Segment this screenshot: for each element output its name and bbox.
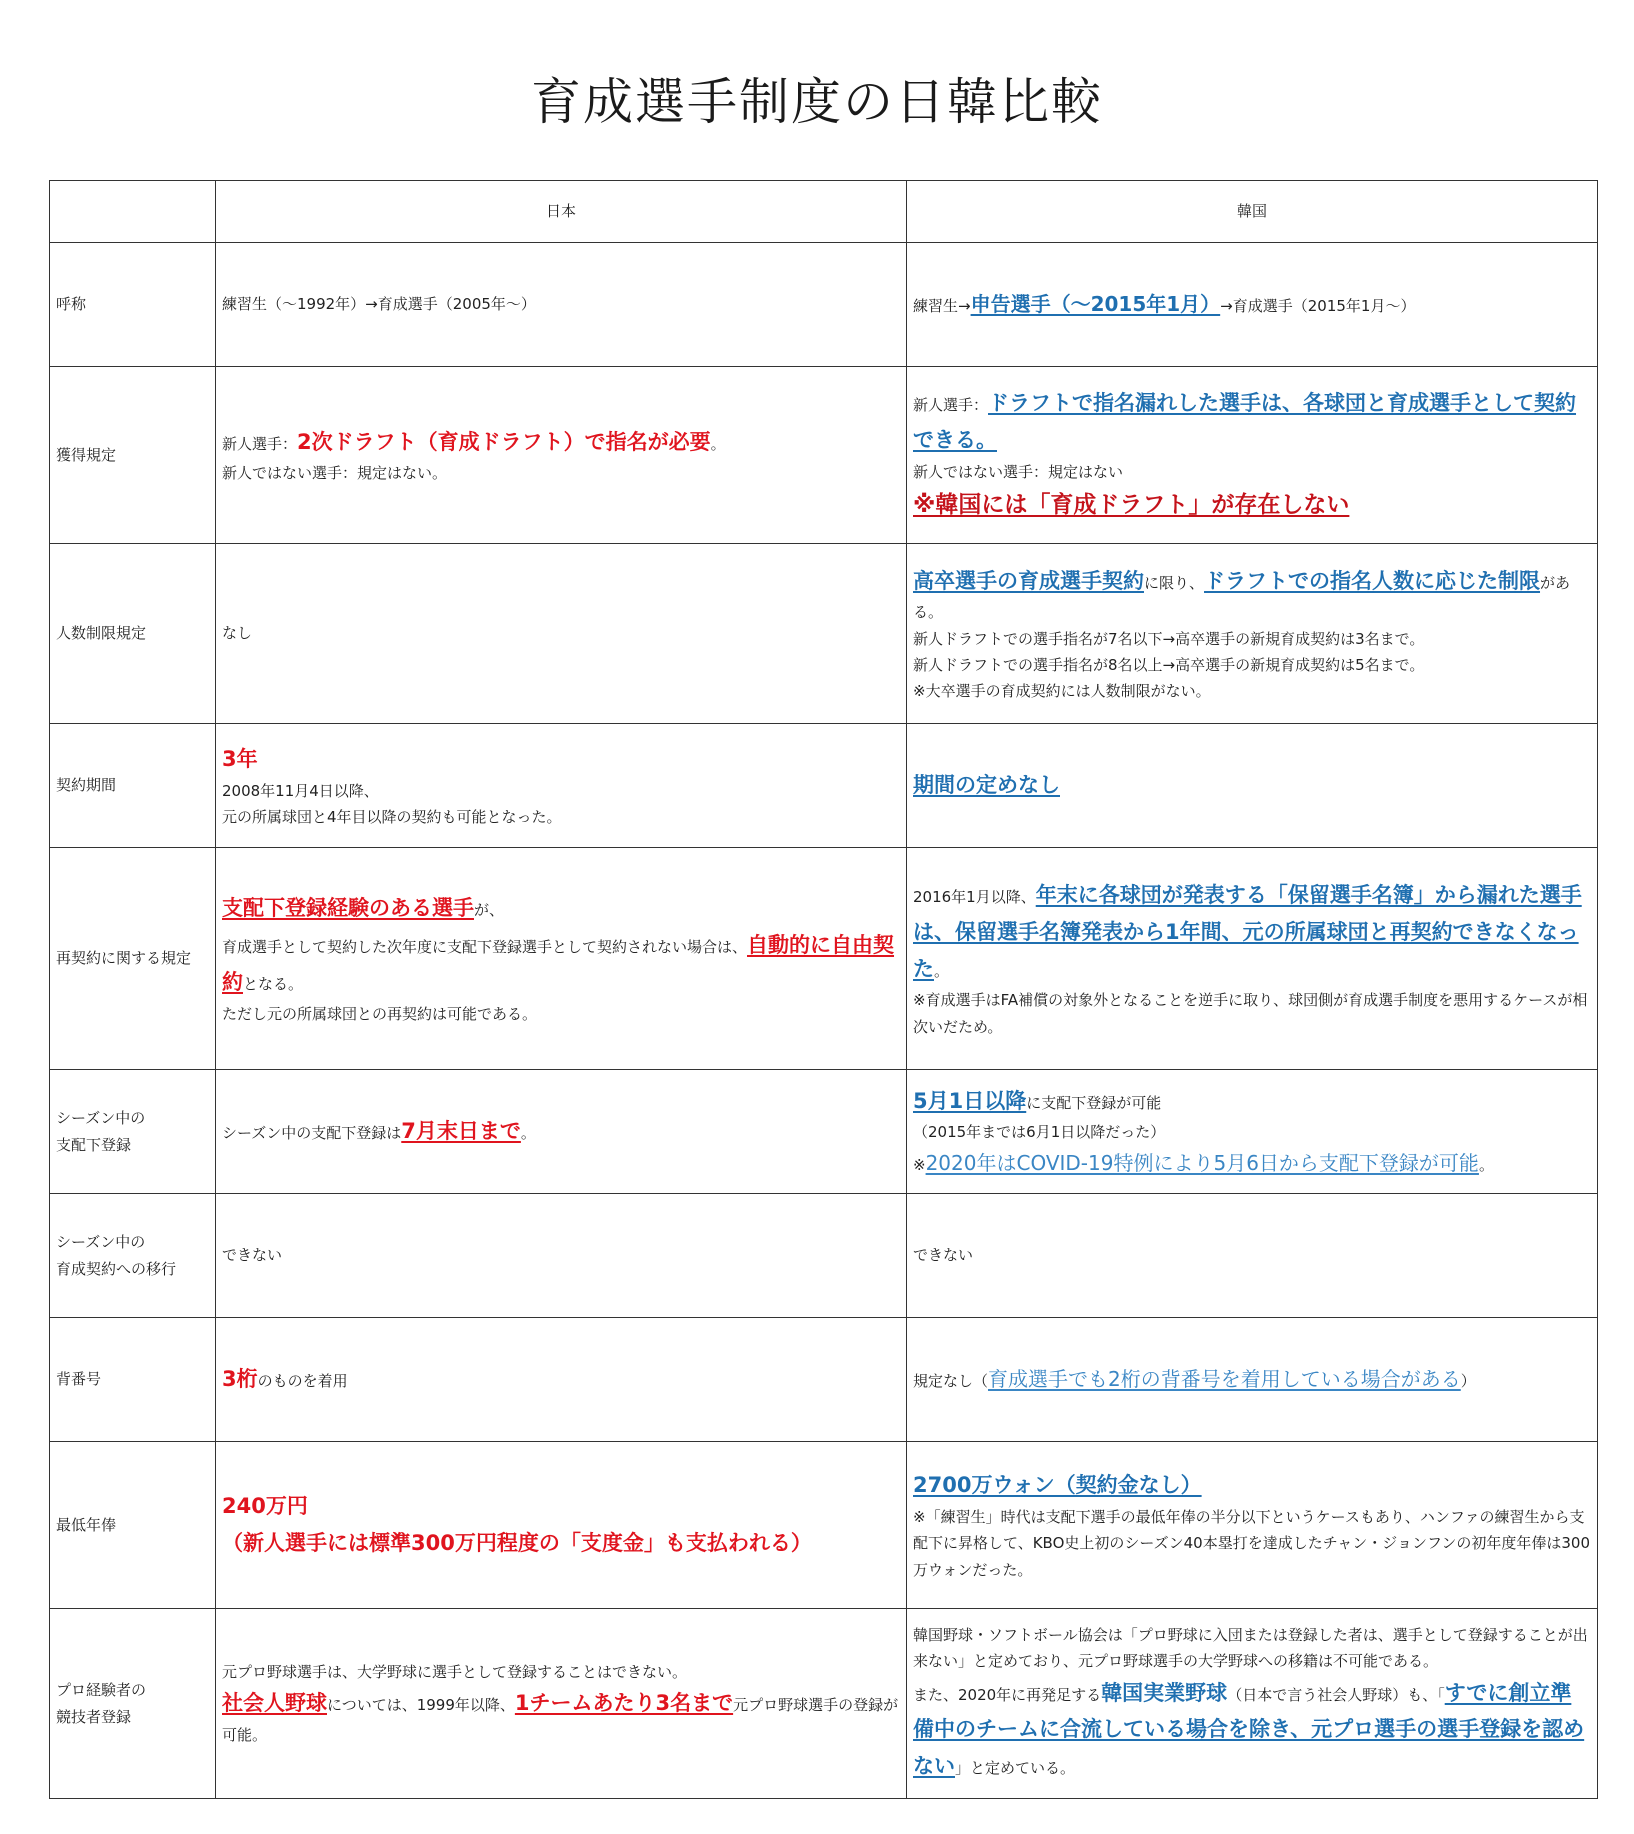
korea-link[interactable]: 2020年はCOVID-19特例により5月6日から支配下登録が可能 xyxy=(925,1150,1479,1175)
row-label xyxy=(50,1609,216,1799)
japan-text: のものを着用 xyxy=(257,1372,348,1391)
japan-highlight: 社会人野球 xyxy=(222,1691,327,1716)
japan-text: 育成選手として契約した次年度に支配下登録選手として契約されない場合は、 xyxy=(222,938,748,956)
korea-link[interactable]: 期間の定めなし xyxy=(913,773,1060,798)
row-ex-pro xyxy=(50,1609,1598,1799)
row-label: 最低年俸 xyxy=(50,1442,216,1609)
row-limit xyxy=(50,544,1598,724)
japan-text: シーズン中の支配下登録は xyxy=(222,1124,402,1143)
japan-cell xyxy=(216,1318,907,1442)
header-row xyxy=(50,181,1598,243)
japan-text: 2008年11月4日以降、 xyxy=(222,781,379,800)
korea-cell xyxy=(907,848,1598,1070)
japan-highlight: 自動的に自由契約 xyxy=(222,933,895,994)
japan-highlight: （新人選手には標準300万円程度の「支度金」も支払われる） xyxy=(222,1531,812,1555)
korea-cell xyxy=(907,544,1598,724)
korea-text: に限り、 xyxy=(1144,573,1205,592)
korea-text: がある。 xyxy=(913,573,1571,622)
japan-cell xyxy=(216,1070,907,1194)
korea-text: 。 xyxy=(934,961,950,980)
korea-text: 新人ドラフトでの選手指名が7名以下→高卒選手の新規育成契約は3名まで。 xyxy=(913,629,1425,648)
korea-link[interactable]: 2700万ウォン（契約金なし） xyxy=(913,1473,1202,1498)
japan-cell xyxy=(216,1609,907,1799)
korea-link[interactable]: 育成選手でも2桁の背番号を着用している場合がある xyxy=(988,1367,1461,1391)
row-label: 人数制限規定 xyxy=(50,544,216,724)
korea-highlight: 韓国実業野球 xyxy=(1101,1680,1228,1705)
korea-text: に支配下登録が可能 xyxy=(1026,1093,1162,1112)
korea-link[interactable]: 申告選手（〜2015年1月） xyxy=(970,292,1221,316)
korea-text: 練習生→ xyxy=(913,297,971,315)
row-season-move xyxy=(50,1194,1598,1318)
row-label: 契約期間 xyxy=(50,724,216,848)
korea-text: 」と定めている。 xyxy=(955,1759,1076,1778)
korea-link[interactable]: ドラフトで指名漏れした選手は、各球団と育成選手として契約できる。 xyxy=(913,391,1577,452)
korea-text: 。 xyxy=(1478,1155,1494,1174)
japan-text: 。 xyxy=(520,1124,536,1143)
korea-highlight: ※韓国には「育成ドラフト」が存在しない xyxy=(913,491,1350,518)
row-label: 獲得規定 xyxy=(50,367,216,544)
korea-text: また、2020年に再発足する xyxy=(913,1685,1102,1704)
row-number xyxy=(50,1318,1598,1442)
japan-cell xyxy=(216,367,907,544)
japan-cell xyxy=(216,724,907,848)
korea-link[interactable]: 5月1日以降 xyxy=(913,1088,1027,1113)
korea-text: 2016年1月以降、 xyxy=(913,888,1036,907)
row-salary xyxy=(50,1442,1598,1609)
comparison-table xyxy=(49,180,1598,1799)
japan-highlight: 1チームあたり3名まで xyxy=(514,1691,734,1716)
row-label: 呼称 xyxy=(50,243,216,367)
row-label-line: 育成契約への移行 xyxy=(56,1259,177,1278)
korea-text: ） xyxy=(1460,1372,1476,1390)
korea-text: 新人選手： xyxy=(913,396,989,414)
japan-text: となる。 xyxy=(243,974,304,993)
korea-text: 新人ドラフトでの選手指名が8名以上→高卒選手の新規育成契約は5名まで。 xyxy=(913,655,1425,674)
japan-cell xyxy=(216,1442,907,1609)
japan-cell xyxy=(216,1194,907,1318)
page-title: 育成選手制度の日韓比較 xyxy=(531,73,1103,131)
row-label-line: 支配下登録 xyxy=(56,1135,132,1154)
korea-text: 規定なし（ xyxy=(913,1372,989,1390)
japan-text: 新人選手： xyxy=(222,434,298,453)
korea-link[interactable]: 高卒選手の育成選手契約 xyxy=(913,568,1144,593)
korea-text: 新人ではない選手：規定はない xyxy=(913,462,1124,481)
japan-cell xyxy=(216,243,907,367)
korea-text: →育成選手（2015年1月〜） xyxy=(1220,297,1416,315)
japan-text: については、1999年以降、 xyxy=(327,1696,515,1715)
row-recontract xyxy=(50,848,1598,1070)
japan-text: なし xyxy=(222,624,253,643)
japan-text: 練習生（〜1992年）→育成選手（2005年〜） xyxy=(222,295,536,314)
row-label xyxy=(50,1070,216,1194)
korea-text: 韓国野球・ソフトボール協会は「プロ野球に入団または登録した者は、選手として登録することが出来ない」と定めており、元プロ野球選手の大学野球への移籍は不可能である。 xyxy=(913,1626,1588,1671)
korea-cell xyxy=(907,1442,1598,1609)
row-season-registration xyxy=(50,1070,1598,1194)
japan-cell xyxy=(216,544,907,724)
korea-text: （2015年までは6月1日以降だった） xyxy=(913,1123,1166,1142)
japan-highlight: 3年 xyxy=(222,746,258,771)
korea-cell xyxy=(907,367,1598,544)
header-korea: 韓国 xyxy=(907,181,1598,243)
row-acquisition xyxy=(50,367,1598,544)
korea-cell xyxy=(907,243,1598,367)
japan-highlight: 支配下登録経験のある選手 xyxy=(222,896,474,921)
korea-cell xyxy=(907,1070,1598,1194)
japan-highlight: 240万円 xyxy=(222,1494,308,1519)
row-term xyxy=(50,724,1598,848)
row-label-line: シーズン中の xyxy=(56,1109,146,1128)
japan-text: 。 xyxy=(710,434,726,453)
korea-text: ※ xyxy=(913,1155,926,1174)
japan-highlight: 2次ドラフト（育成ドラフト）で指名が必要 xyxy=(297,429,711,454)
japan-text: 元プロ野球選手の登録が可能。 xyxy=(222,1696,899,1744)
header-empty-cell xyxy=(50,181,216,243)
japan-text: ただし元の所属球団との再契約は可能である。 xyxy=(222,1004,538,1023)
japan-text: 元の所属球団と4年目以降の契約も可能となった。 xyxy=(222,807,562,826)
korea-cell xyxy=(907,1194,1598,1318)
row-nickname xyxy=(50,243,1598,367)
japan-text: が、 xyxy=(474,901,505,920)
row-label-line: シーズン中の xyxy=(56,1233,146,1252)
korea-link[interactable]: ドラフトでの指名人数に応じた制限 xyxy=(1204,568,1541,593)
row-label xyxy=(50,1194,216,1318)
korea-text: できない xyxy=(913,1246,974,1265)
row-label: 再契約に関する規定 xyxy=(50,848,216,1070)
header-japan: 日本 xyxy=(216,181,907,243)
korea-cell xyxy=(907,724,1598,848)
japan-cell xyxy=(216,848,907,1070)
japan-text: 新人ではない選手：規定はない。 xyxy=(222,464,448,483)
korea-cell xyxy=(907,1318,1598,1442)
japan-highlight: 7月末日まで xyxy=(401,1119,521,1144)
korea-link[interactable]: すでに創立準備中のチームに合流している場合を除き、元プロ選手の選手登録を認めない xyxy=(913,1680,1585,1779)
row-label-line: プロ経験者の xyxy=(56,1681,147,1700)
japan-text: できない xyxy=(222,1246,283,1265)
row-label: 背番号 xyxy=(50,1318,216,1442)
korea-text: ※大卒選手の育成契約には人数制限がない。 xyxy=(913,682,1211,701)
row-label-line: 競技者登録 xyxy=(56,1707,132,1726)
korea-text: （日本で言う社会人野球）も、「 xyxy=(1227,1685,1445,1704)
korea-link[interactable]: 年末に各球団が発表する「保留選手名簿」から漏れた選手は、保留選手名簿発表から1年間、元の所属球団と再契約できなくなった xyxy=(913,883,1582,981)
korea-text: ※「練習生」時代は支配下選手の最低年俸の半分以下というケースもあり、ハンファの練習生から支配下に昇格して、KBO史上初のシーズン40本塁打を達成したチャン・ジョンフンの初年度年俸は300万ウォンだった。 xyxy=(913,1508,1590,1579)
korea-cell xyxy=(907,1609,1598,1799)
japan-highlight: 3桁 xyxy=(222,1367,258,1392)
japan-text: 元プロ野球選手は、大学野球に選手として登録することはできない。 xyxy=(222,1662,688,1681)
korea-text: ※育成選手はFA補償の対象外となることを逆手に取り、球団側が育成選手制度を悪用するケースが相次いだため。 xyxy=(913,991,1588,1036)
